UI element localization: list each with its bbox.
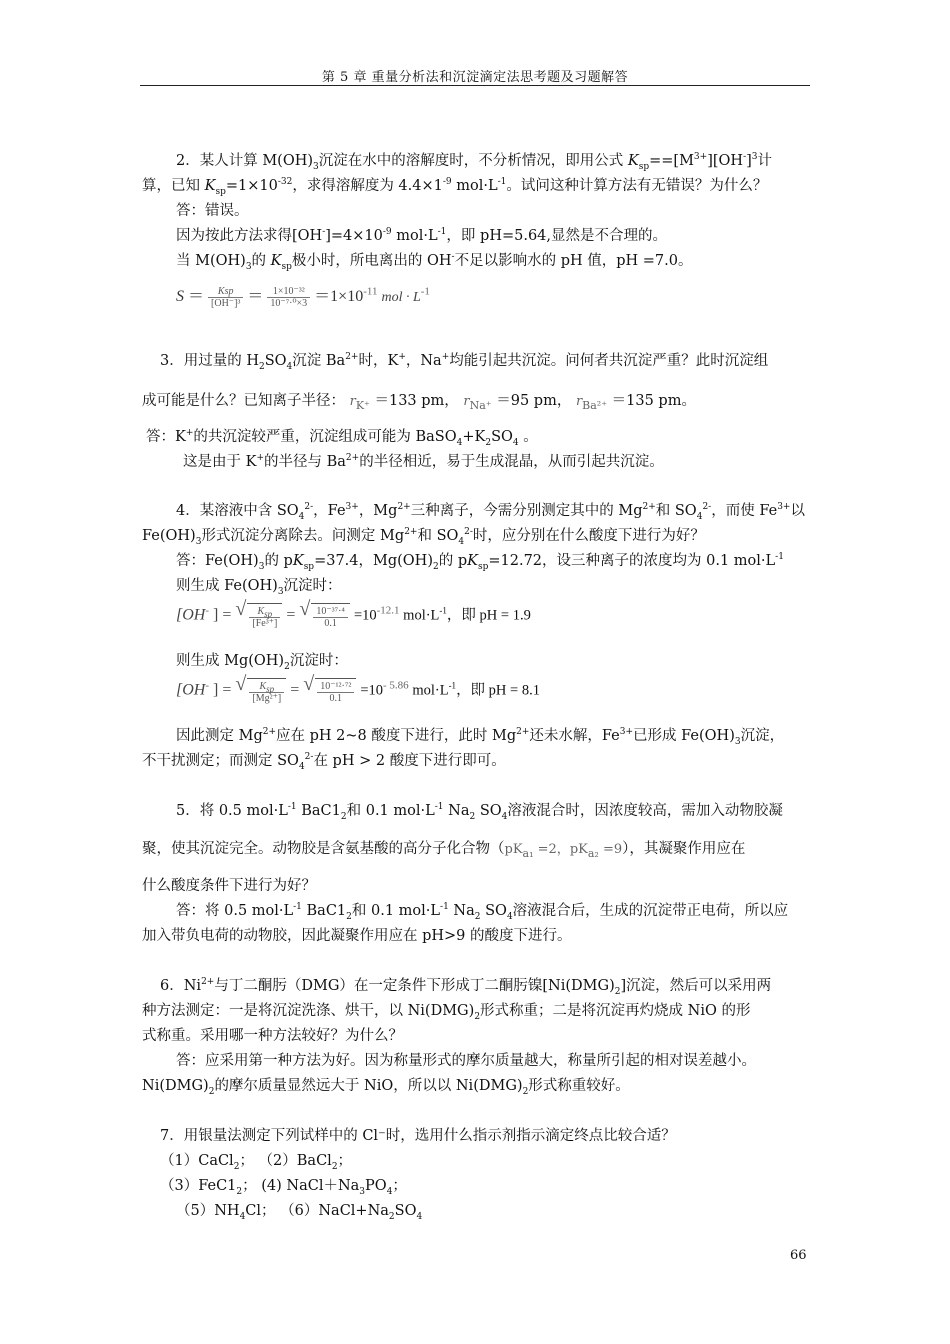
q2-answer: 答：错误。: [176, 203, 249, 219]
page-number: 66: [790, 1248, 807, 1263]
page-header: 第 5 章 重量分析法和沉淀滴定法思考题及习题解答: [321, 70, 629, 85]
q4-conclusion1: 因此测定 $Mg^{2+}$应在 pH 2~8 酸度下进行，此时 $Mg^{2+}$还未水解，$Fe^{3+}$已形成 $Fe(OH)_3$沉淀，: [176, 727, 785, 747]
q3-line1: 3．用过量的 $H_2SO_4$沉淀 $Ba^{2+}$时，K+，Na+均能引起共沉淀。问何者共沉淀严重？此时沉淀组: [160, 352, 769, 372]
q3-answer: 答：K+的共沉淀较严重，沉淀组成可能为 $BaSO_4+K_2SO_4$ 。: [146, 428, 538, 448]
q3-answer2: 这是由于 K+的半径与 $Ba^{2+}$的半径相近，易于生成混晶，从而引起共沉淀。: [183, 453, 664, 470]
q6-answer1: 答：应采用第一种方法为好。因为称量形式的摩尔质量越大，称量所引起的相对误差越小。: [176, 1053, 756, 1069]
q6-answer2: $Ni(DMG)_2$的摩尔质量显然远大于 NiO，所以以 $Ni(DMG)_2$形式称重较好。: [142, 1078, 630, 1097]
q3-line2: 成可能是什么？已知离子半径： $r_{K^+} =133$ pm， $r_{Na^+} =95$ pm， $r_{Ba^{2+}} =135$ pm。: [142, 393, 696, 412]
q7-items-3-4: $(3)FeC1_2$； (4) $NaCl+Na_3PO_4$；: [160, 1178, 407, 1197]
q4-line2: $Fe(OH)_3$形式沉淀分离除去。问测定 $Mg^{2+}$和 $SO_4^{2-}$时，应分别在什么酸度下进行为好？: [142, 527, 705, 547]
q5-line1: 5．将 0.5 $mol\cdot L^{-1}$ $BaC1_2$和 0.1 $mol\cdot L^{-1}$ $Na_2$ $SO_4$溶液混合时，因浓度较高，需加入动物胶凝: [176, 802, 783, 822]
q5-line3: 什么酸度条件下进行为好？: [142, 878, 316, 894]
q2-line2: 算，已知 $K_{sp}=1\times 10^{-32}$，求得溶解度为 $4.4\times 1^{-9}$ $mol\cdot L^{-1}$。试问这种计算方法有无错误？为什么？: [142, 177, 768, 197]
q4-fe-formula: [OH- ] = √ $\frac{K_{sp}}{\text{[Fe³⁺]}}$ = √ $\frac{\text{10⁻³⁷·⁴}}{0.1}$ $=10^{-12.1}$ $mol\cdot L^{-1}$，即 pH = 1.9: [176, 603, 531, 629]
q4-mg-intro: 则生成 $Mg(OH)_2$沉淀时：: [176, 653, 348, 672]
q4-mg-formula: [OH- ] = √ $\frac{K_{sp}}{\text{[Mg²⁺]}}$ = √ $\frac{\text{10⁻¹²·⁷²}}{0.1}$ $=10^{- 5.86}$ $mol\cdot L^{-1}$，即 pH = 8.1: [176, 678, 540, 704]
q6-line3: 式称重。采用哪一种方法较好？为什么？: [142, 1028, 403, 1044]
q5-answer2: 加入带负电荷的动物胶，因此凝聚作用应在 pH>9 的酸度下进行。: [142, 928, 572, 944]
q2-formula: S ＝ $\frac{\text{Ksp}}{\text{[OH⁻]³}}$ ＝ $\frac{\text{1×10⁻³²}}{\text{10⁻⁷·⁰×3}}$ $=1\times 10^{-11}$ mol · $L^{-1}$: [176, 285, 430, 309]
q2-reason1: 因为按此方法求得$[OH^-]=4\times 10^{-9}$ $mol\cdot L^{-1}$，即 pH=5.64,显然是不合理的。: [176, 227, 668, 244]
q6-line1: 6．$Ni^{2+}$与丁二酮肟（DMG）在一定条件下形成丁二酮肟镍$[Ni(DMG)_2]$沉淀，然后可以采用两: [160, 977, 772, 997]
q2-line1: 2．某人计算 $M(OH)_3$沉淀在水中的溶解度时，不分析情况，即用公式 $K_{sp}==[M^{3+}][OH^-]^3$计: [176, 152, 773, 172]
q7-line1: 7．用银量法测定下列试样中的 Cl⁻时，选用什么指示剂指示滴定终点比较合适？: [160, 1128, 676, 1144]
q4-fe-intro: 则生成 $Fe(OH)_3$沉淀时：: [176, 578, 342, 597]
header-rule: [140, 85, 810, 86]
q5-answer1: 答：将 0.5 $mol\cdot L^{-1}$ $BaC1_2$和 0.1 $mol\cdot L^{-1}$ $Na_2$ $SO_4$溶液混合后，生成的沉淀带正电荷，所以应: [176, 902, 789, 922]
q7-items-1-2: （1）CaCl$_2$； （2）BaCl$_2$；: [160, 1153, 353, 1172]
q4-answer: 答：$Fe(OH)_3$的 $pK_{sp}=37.4$，$Mg(OH)_2$的 $pK_{sp}=12.72$，设三种离子的浓度均为 0.1 $mol\cdot L^{-1}$: [176, 552, 784, 572]
q5-line2: 聚，使其沉淀完全。动物胶是含氨基酸的高分子化合物（$pK_{a_1} =2$，$pK_{a_2} =9$），其凝聚作用应在: [142, 841, 746, 860]
q6-line2: 种方法测定：一是将沉淀洗涤、烘干，以 $Ni(DMG)_2$形式称重；二是将沉淀再灼烧成 NiO 的形: [142, 1003, 751, 1022]
q4-conclusion2: 不干扰测定；而测定 $SO_4^{2-}$在 pH > 2 酸度下进行即可。: [142, 752, 506, 772]
q4-line1: 4．某溶液中含 $SO_4^{2-}$，$Fe^{3+}$，$Mg^{2+}$三种离子，今需分别测定其中的 $Mg^{2+}$和 $SO_4^{2-}$，而使 $Fe^{3+}$以: [176, 502, 805, 522]
q7-items-5-6: $(5)NH_4Cl$； $(6)NaCl+Na_2SO_4$: [176, 1203, 423, 1222]
q2-reason2: 当 $M(OH)_3$的 $K_{sp}$极小时，所电离出的 OH-不足以影响水的 pH 值，pH =7.0。: [176, 252, 693, 272]
